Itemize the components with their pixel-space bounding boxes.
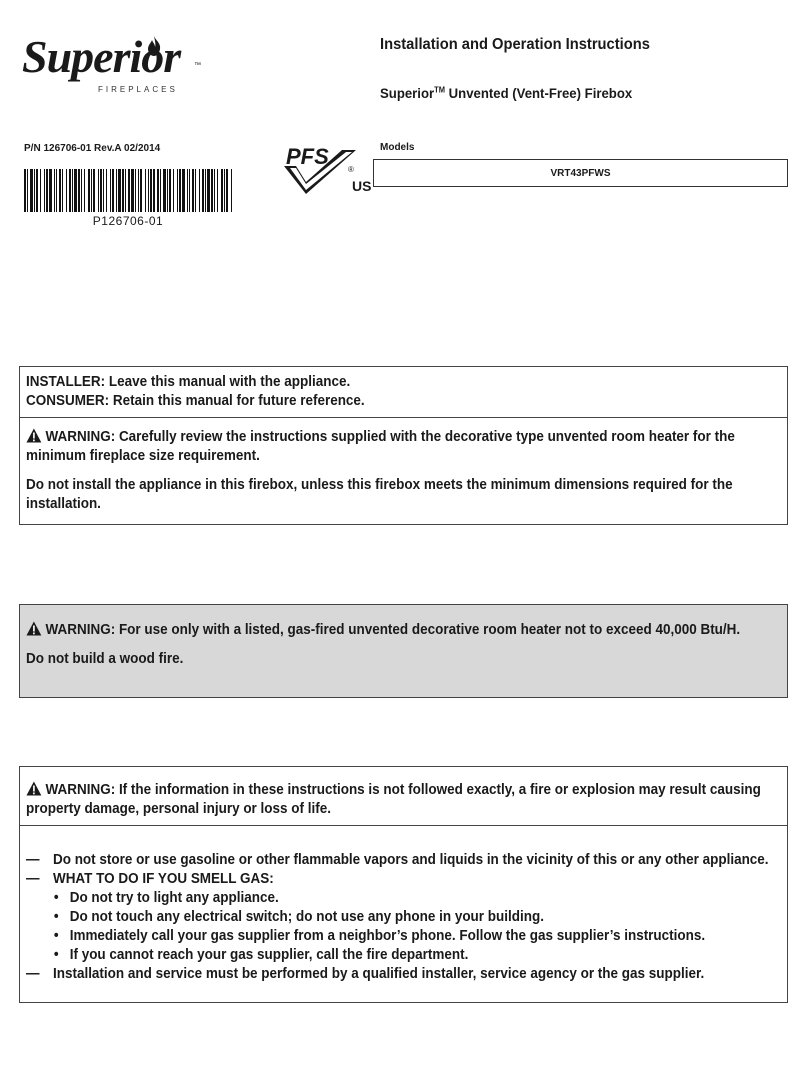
gas-safety-list — [26, 851, 784, 984]
list-item: — Do not store or use gasoline or other flammable vapors and liquids in the vicinity of this or any other appliance. — [26, 852, 769, 868]
pfs-certification-mark — [284, 146, 376, 196]
list-item: • If you cannot reach your gas supplier, call the fire department. — [53, 947, 469, 963]
installer-note: INSTALLER: Leave this manual with the appliance. — [26, 374, 351, 390]
list-item: • Do not touch any electrical switch; do not use any phone in your building. — [53, 909, 544, 925]
wood-fire-note: Do not build a wood fire. — [26, 651, 184, 667]
models-value: VRT43PFWS — [373, 159, 788, 187]
us-label: US — [352, 178, 372, 194]
btu-warning: WARNING: For use only with a listed, gas-fired unvented decorative room heater not to exceed 40,000 Btu/H. — [26, 621, 784, 640]
consumer-note: CONSUMER: Retain this manual for future reference. — [26, 393, 365, 409]
warning-triangle-icon — [26, 781, 42, 796]
gas-safety-box — [19, 766, 788, 1003]
logo-subtitle: FIREPLACES — [98, 85, 178, 94]
logo-trademark: ™ — [194, 62, 201, 69]
list-item: • Immediately call your gas supplier from a neighbor’s phone. Follow the gas supplier’s instructions. — [53, 928, 706, 944]
models-label: Models — [380, 142, 415, 153]
gas-smell-steps — [53, 889, 784, 965]
part-number: P/N 126706-01 Rev.A 02/2014 — [24, 143, 161, 154]
btu-warning-box — [19, 604, 788, 698]
list-item: — WHAT TO DO IF YOU SMELL GAS: • Do not try to light any appliance. • Do not touch any electrical switch; do not use any phone in your building. • Immediately call your gas supplier from a neighbor’s phone. Follow the gas supplier’s instructions. • If you cannot reach your gas supplier, call the fire department. — [26, 870, 784, 965]
superior-logo — [22, 31, 212, 96]
registered-mark: ® — [348, 165, 354, 174]
document-subtitle: Superior™ Unvented (Vent-Free) Firebox — [380, 85, 633, 101]
warning-triangle-icon — [26, 621, 42, 636]
firebox-size-warning: WARNING: Carefully review the instructions supplied with the decorative type unvented room heater for the minimum fireplace size requirement. — [26, 429, 735, 464]
minimum-dimensions-note: Do not install the appliance in this firebox, unless this firebox meets the minimum dimensions required for the installation. — [26, 477, 733, 512]
list-item: — Installation and service must be performed by a qualified installer, service agency or the gas supplier. — [26, 966, 705, 982]
list-item: • Do not try to light any appliance. — [53, 890, 279, 906]
barcode — [24, 169, 232, 212]
document-title: Installation and Operation Instructions — [380, 36, 650, 53]
warning-triangle-icon — [26, 428, 42, 443]
pfs-text: PFS — [286, 146, 329, 169]
fire-explosion-warning: WARNING: If the information in these instructions is not followed exactly, a fire or explosion may result causing property damage, personal injury or loss of life. — [26, 782, 761, 817]
logo-wordmark: Superior — [22, 31, 181, 82]
barcode-number: P126706-01 — [92, 214, 164, 228]
installer-consumer-box — [19, 366, 788, 525]
